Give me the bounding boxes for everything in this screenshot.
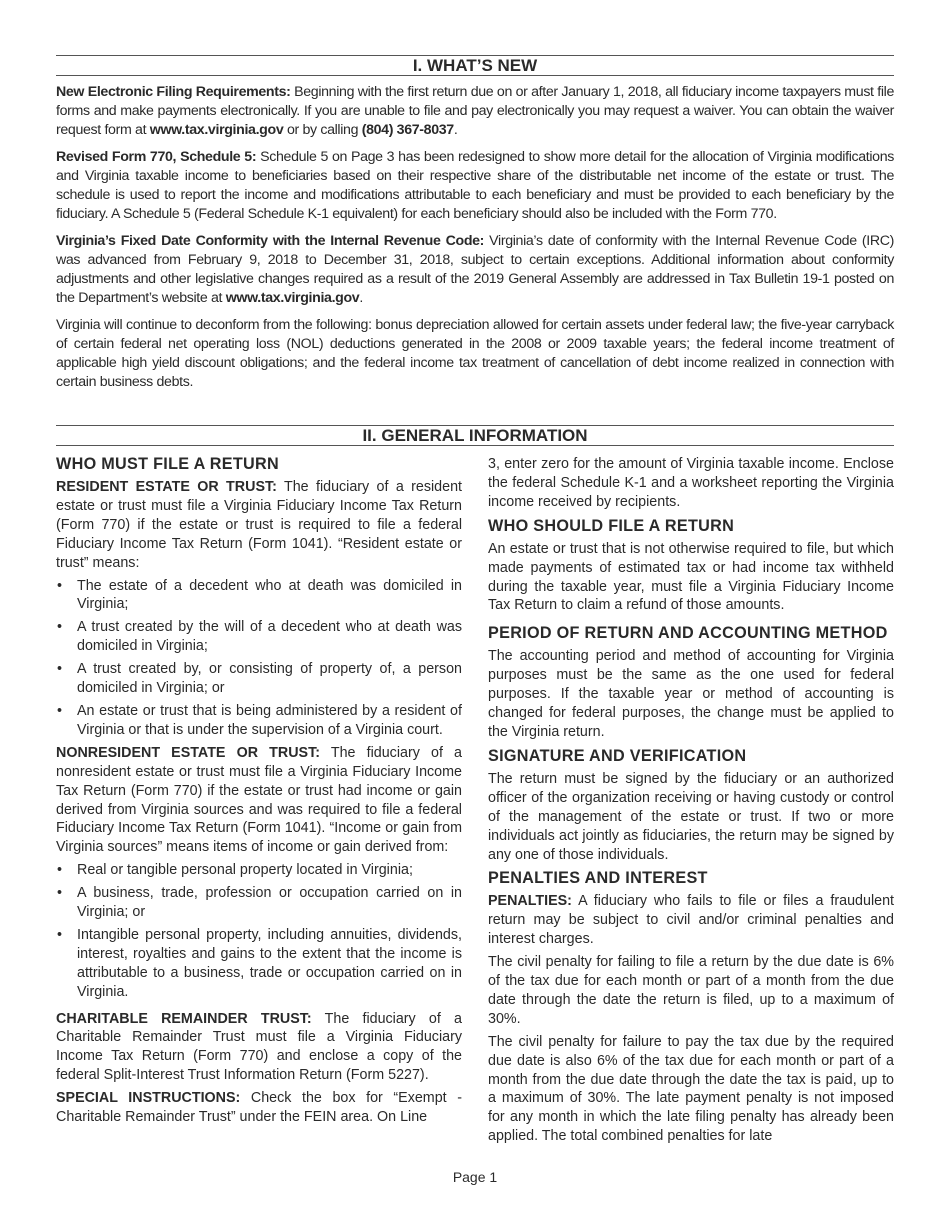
lead-label: PENALTIES: [488, 893, 572, 910]
paragraph-text: The fiduciary of a Charitable Remainder Trust must file a Virginia Fiduciary Income Tax Return (Form 770) and enclose a copy of the federal Split-Interest Trust Information Return (Form 5227). [56, 1010, 462, 1084]
paragraph-who-should-file: An estate or trust that is not otherwise required to file, but which made payments of estimated tax or had income tax withheld during the taxable year, must file a Virginia Fiduciary Income Tax Return to claim a refund of those amounts. [488, 540, 894, 614]
list-item: • The estate of a decedent who at death was domiciled in Virginia; [56, 577, 462, 615]
paragraph-special-continued: 3, enter zero for the amount of Virginia taxable income. Enclose the federal Schedule K-1 and a worksheet reporting the Virginia income received by recipients. [488, 456, 894, 510]
nonresident-bullet-list [56, 861, 462, 1001]
list-item: • Intangible personal property, including annuities, dividends, interest, royalties and gains to the extent that the income is attributable to a business, trade or occupation carried on in Virginia. [56, 926, 462, 1002]
paragraph-schedule-5 [56, 148, 894, 224]
paragraph-text: or by calling [283, 122, 362, 138]
lead-label: SPECIAL INSTRUCTIONS: [56, 1090, 241, 1107]
paragraph-late-filing: The civil penalty for failing to file a return by the due date is 6% of the tax due for each month or part of a month from the due date through the date the return is filed, up to a maximum of 30%. [488, 954, 894, 1027]
list-item: • A trust created by the will of a decedent who at death was domiciled in Virginia; [56, 618, 462, 656]
list-item: • An estate or trust that is being administered by a resident of Virginia or that is under the supervision of a Virginia court. [56, 702, 462, 740]
heading-signature: SIGNATURE AND VERIFICATION [488, 746, 747, 765]
website-link[interactable]: www.tax.virginia.gov [149, 122, 284, 138]
lead-label: CHARITABLE REMAINDER TRUST: [56, 1010, 312, 1027]
paragraph-text: The fiduciary of a nonresident estate or trust must file a Virginia Fiduciary Income Tax Return (Form 770) if the estate or trust had income or gain derived from Virginia sources and was required to file a federal Fiduciary Income Tax Return (Form 1041). “Income or gain from Virginia sources” means items of income or gain derived from: [56, 744, 462, 856]
section-heading-general-information: II. GENERAL INFORMATION [56, 425, 894, 446]
list-item: • A business, trade, profession or occupation carried on in Virginia; or [56, 884, 462, 922]
paragraph-special-instructions [56, 1089, 462, 1127]
paragraph-text: Virginia’s date of conformity with the Internal Revenue Code (IRC) was advanced from February 9, 2018 to December 31, 2018, subject to certain exceptions. Additional information about conformity adjustments and other legislative changes required as a result of the 2019 General Assembly are addressed in Tax Bulletin 19-1 posted on the Department’s website at [56, 233, 894, 306]
paragraph-period: The accounting period and method of accounting for Virginia purposes must be the same as the one used for federal purposes. If the taxable year or method of accounting is changed for federal purposes, the change must be applied to the Virginia return. [488, 648, 894, 740]
paragraph-text: . [453, 122, 458, 138]
phone-number: (804) 367-8037 [361, 122, 454, 138]
whats-new-body [56, 83, 894, 400]
paragraph-deconform [56, 316, 894, 392]
paragraph-text: Virginia will continue to deconform from the following: bonus depreciation allowed for certain assets under federal law; the five-year carryback of certain federal net operating loss (NOL) deductions generated in the 2008 or 2009 taxable years; the federal income treatment of applicable high yield discount obligations; and the federal income tax treatment of cancellation of debt income realized in connection with certain business debts. [56, 317, 894, 390]
lead-label: Revised Form 770, Schedule 5: [56, 149, 257, 165]
paragraph-late-payment: The civil penalty for failure to pay the tax due by the required due date is also 6% of the tax due for each month or part of a month from the due date through the date the tax is paid, up to a maximum of 30%. The late payment penalty is not imposed for any month in which the late filing penalty has already been applied. The total combined penalties for late [488, 1033, 894, 1145]
paragraph-penalties [488, 892, 894, 949]
page-number: Page 1 [452, 1169, 498, 1185]
right-column [488, 455, 894, 1150]
paragraph-text: A fiduciary who fails to file or files a fraudulent return may be subject to civil and/or criminal penalties and interest charges. [488, 893, 894, 948]
heading-who-must-file: WHO MUST FILE A RETURN [56, 455, 280, 473]
paragraph-electronic-filing [56, 83, 894, 140]
paragraph-charitable [56, 1010, 462, 1086]
paragraph-text: Schedule 5 on Page 3 has been redesigned to show more detail for the allocation of Virginia modifications and Virginia taxable income to beneficiaries based on their respective share of the distributable net income of the estate or trust. The schedule is used to report the income and modifications attributable to each beneficiary and must be provided to each beneficiary by the fiduciary. A Schedule 5 (Federal Schedule K-1 equivalent) for each beneficiary should also be included with the Form 770. [56, 149, 894, 222]
heading-period-of-return: PERIOD OF RETURN AND ACCOUNTING METHOD [488, 624, 888, 643]
heading-penalties: PENALTIES AND INTEREST [488, 869, 708, 888]
paragraph-text: Beginning with the first return due on or after January 1, 2018, all fiduciary income taxpayers must file forms and make payments electronically. If you are unable to file and pay electronically you may request a waiver. You can obtain the waiver request form at [56, 84, 894, 138]
list-item: • Real or tangible personal property located in Virginia; [56, 861, 462, 880]
paragraph-text: The fiduciary of a resident estate or trust must file a Virginia Fiduciary Income Tax Return (Form 770) if the estate or trust is required to file a federal Fiduciary Income Tax Return (Form 1041). “Resident estate or trust” means: [56, 479, 462, 571]
heading-who-should-file: WHO SHOULD FILE A RETURN [488, 516, 735, 535]
paragraph-signature: The return must be signed by the fiduciary or an authorized officer of the organization receiving or having custody or control of the management of the estate or trust. If two or more individuals act jointly as fiduciaries, the return may be signed by any one of those individuals. [488, 770, 894, 863]
resident-bullet-list [56, 577, 462, 740]
paragraph-resident [56, 478, 462, 573]
section-heading-whats-new: I. WHAT’S NEW [56, 55, 894, 76]
paragraph-text: . [359, 290, 363, 306]
paragraph-conformity [56, 232, 894, 308]
lead-label: New Electronic Filing Requirements: [56, 84, 291, 100]
lead-label: Virginia’s Fixed Date Conformity with the Internal Revenue Code: [56, 233, 485, 249]
lead-label: RESIDENT ESTATE OR TRUST: [56, 479, 277, 495]
list-item: • A trust created by, or consisting of property of, a person domiciled in Virginia; or [56, 660, 462, 698]
left-column [56, 454, 462, 1131]
paragraph-nonresident [56, 744, 462, 857]
paragraph-text: Check the box for “Exempt - Charitable Remainder Trust” under the FEIN area. On Line [56, 1090, 462, 1126]
lead-label: NONRESIDENT ESTATE OR TRUST: [56, 744, 320, 761]
website-link[interactable]: www.tax.virginia.gov [225, 290, 360, 306]
